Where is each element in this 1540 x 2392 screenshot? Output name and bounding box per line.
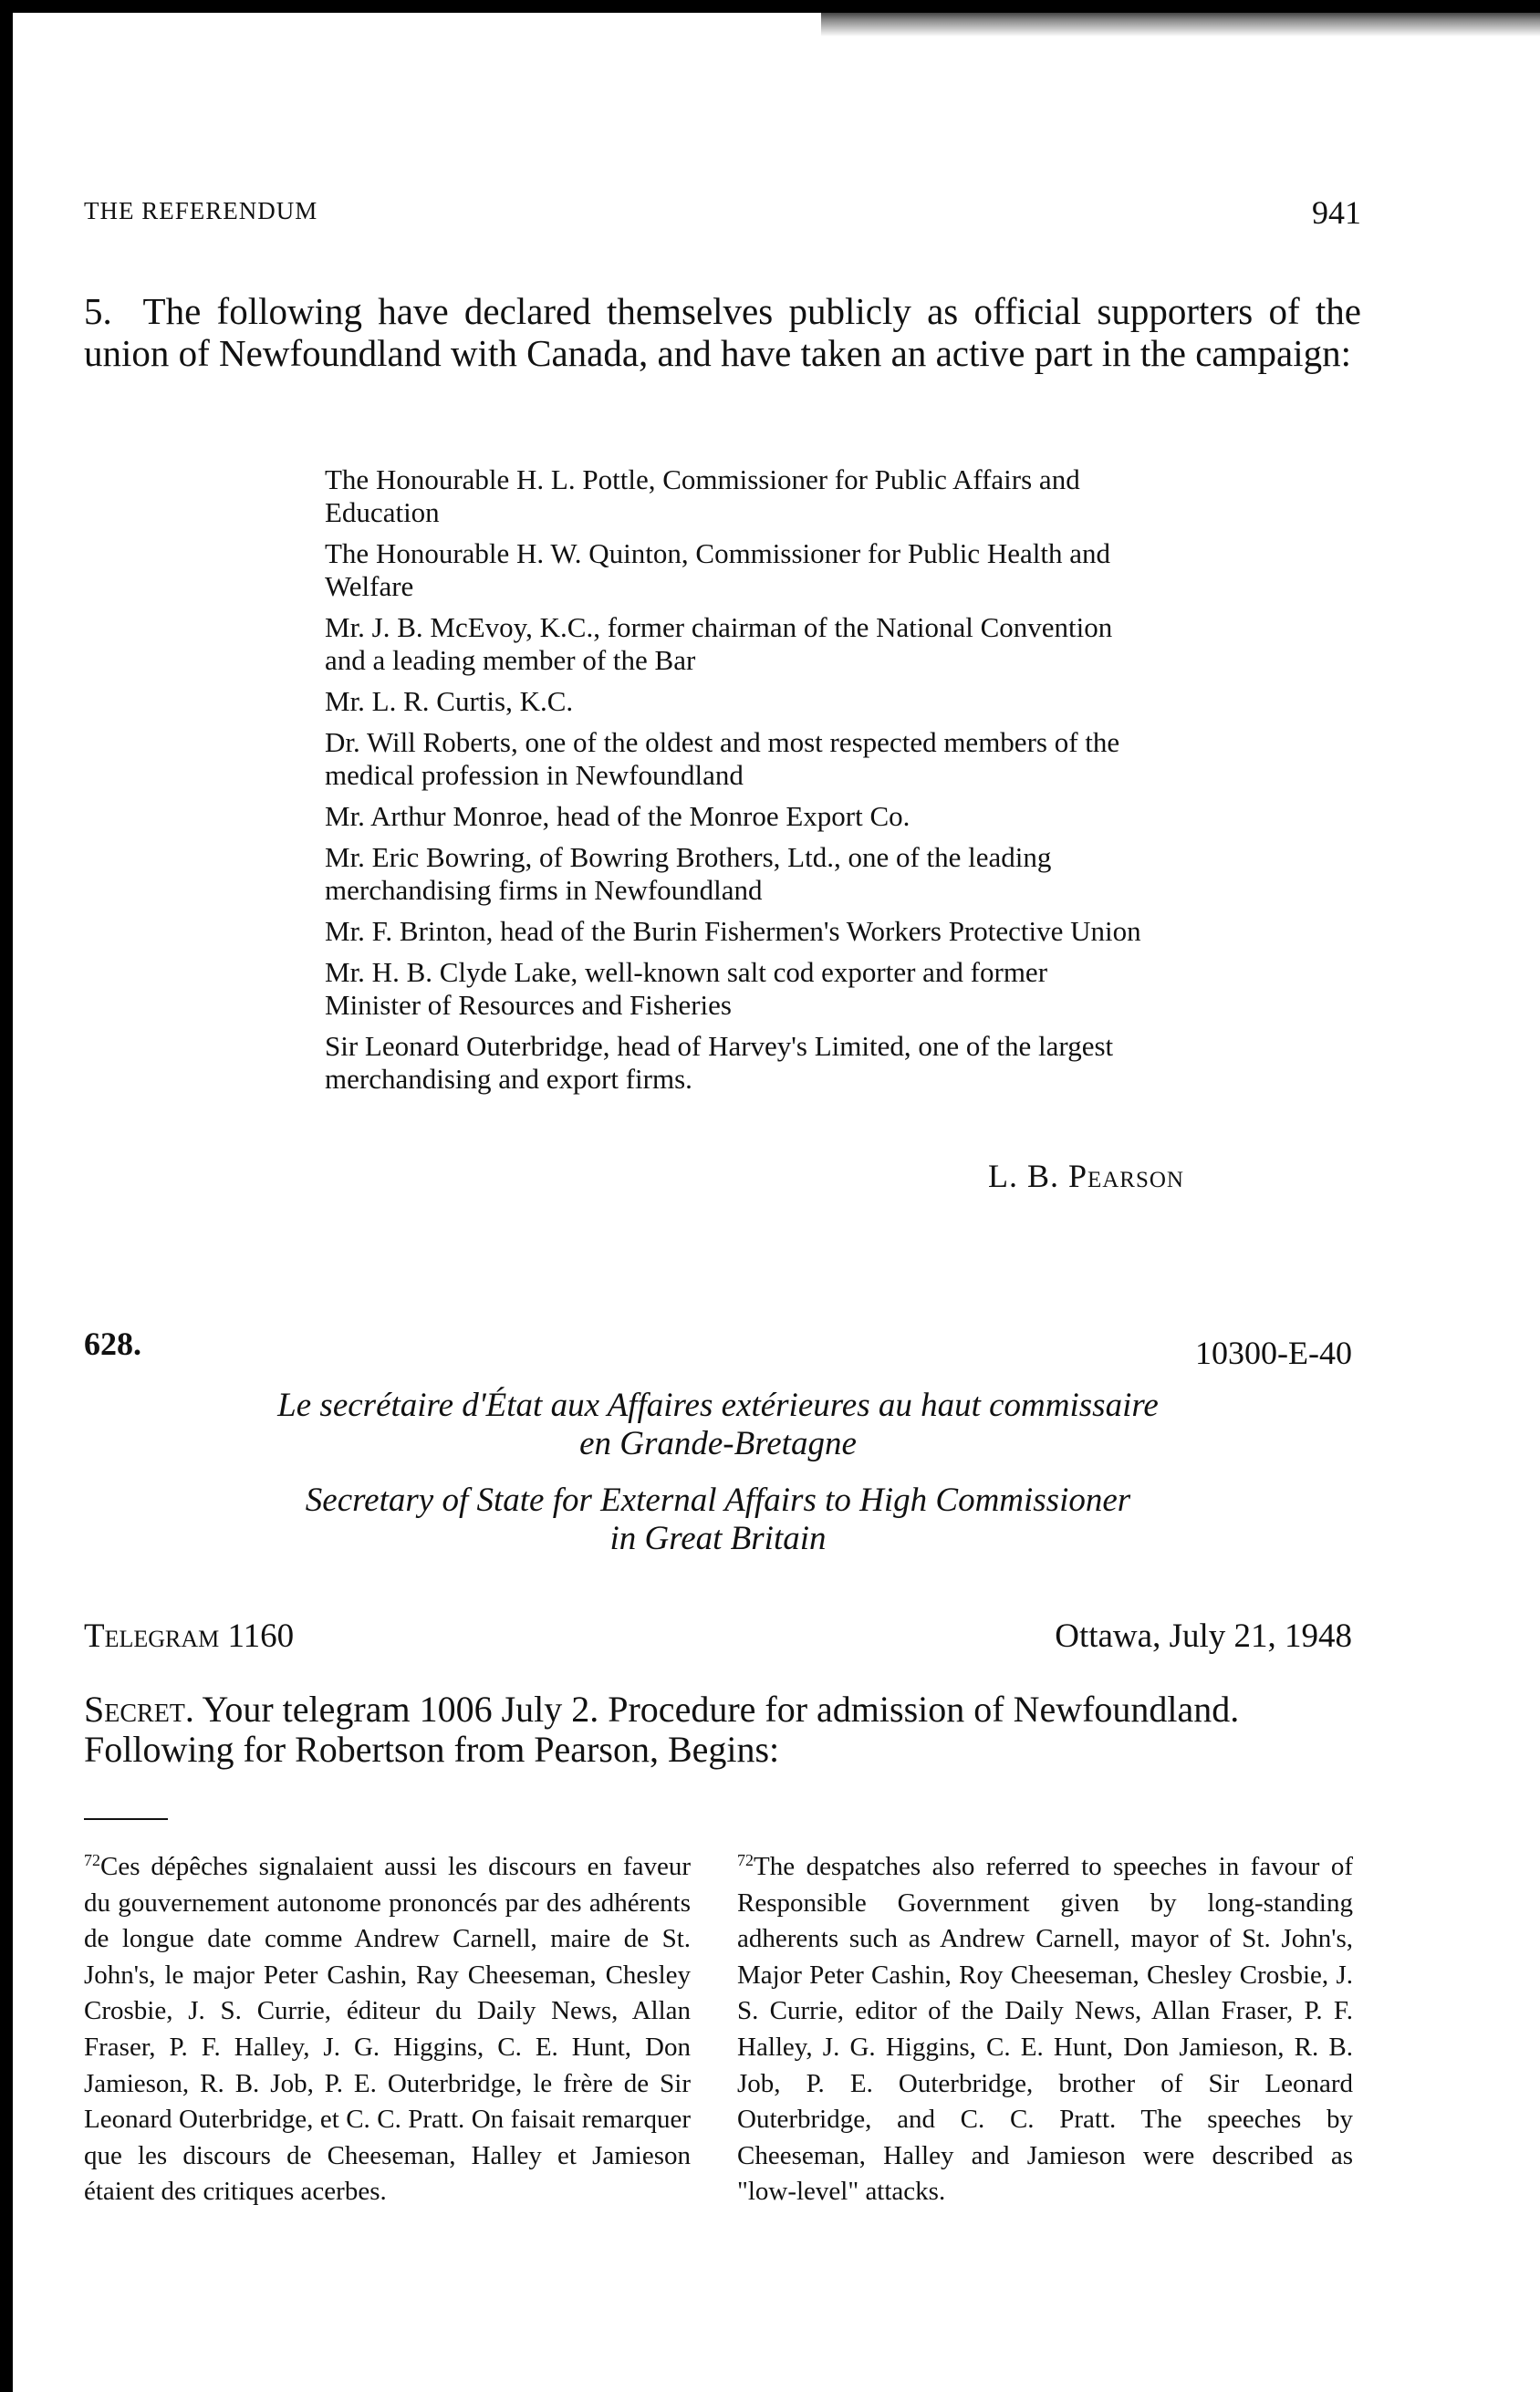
telegram-body (84, 1690, 1361, 1770)
supporter-item: Sir Leonard Outerbridge, head of Harvey's Limited, one of the largest merchandising and export firms. (325, 1030, 1114, 1095)
telegram-line (84, 1617, 1352, 1662)
scan-border-shadow (821, 13, 1540, 36)
supporter-item: Mr. L. R. Curtis, K.C. (325, 685, 574, 717)
footnote-english (737, 1849, 1353, 2210)
running-header (84, 193, 1361, 230)
supporters-list (325, 463, 1146, 1104)
supporter-item: The Honourable H. W. Quinton, Commissioner for Public Health and Welfare (325, 537, 1110, 602)
document-number: 628. (84, 1326, 141, 1362)
footnote-rule (84, 1818, 168, 1820)
document-title (84, 1387, 1352, 1558)
footnote-french-text: Ces dépêches signalaient aussi les discours en faveur du gouvernement autonome prononcés par des adhérents de longue date comme Andrew Carnell, maire de St. John's, le major Peter Cashin, Ray Cheeseman, Chesley Crosbie, J. S. Currie, éditeur du Daily News, Allan Fraser, P. F. Halley, J. G. Higgins, C. E. Hunt, Don Jamieson, R. B. Job, P. E. Outerbridge, le frère de Sir Leonard Outerbridge, et C. C. Pratt. On faisait remarquer que les discours de Cheeseman, Halley et Jamieson étaient des critiques acerbes. (84, 1852, 691, 2207)
supporter-item: Mr. Arthur Monroe, head of the Monroe Export Co. (325, 800, 910, 832)
footnote-french (84, 1849, 691, 2210)
file-number: 10300-E-40 (1195, 1335, 1352, 1371)
supporter-item: Mr. H. B. Clyde Lake, well-known salt cod exporter and former Minister of Resources and Fisheries (325, 956, 1048, 1021)
running-title: THE REFERENDUM (84, 197, 318, 224)
paragraph-number: 5. (84, 290, 112, 332)
title-english: Secretary of State for External Affairs to High Commissioner in Great Britain (305, 1482, 1131, 1557)
body-text: Your telegram 1006 July 2. Procedure for admission of Newfoundland. Following for Robertson from Pearson, Begins: (84, 1689, 1240, 1770)
footnote-marker: 72 (84, 1851, 100, 1869)
supporter-item: Dr. Will Roberts, one of the oldest and most respected members of the medical profession in Newfoundland (325, 726, 1120, 791)
intro-text: The following have declared themselves publicly as official supporters of the union of Newfoundland with Canada, and have taken an active part in the campaign: (84, 290, 1361, 374)
footnote-marker: 72 (737, 1851, 754, 1869)
scan-border-top (0, 0, 1540, 13)
footnote-english-text: The despatches also referred to speeches in favour of Responsible Government given by long-standing adherents such as Andrew Carnell, mayor of St. John's, Major Peter Cashin, Roy Cheeseman, Chesley Crosbie, J. S. Currie, editor of the Daily News, Allan Fraser, P. F. Halley, J. G. Higgins, C. E. Hunt, Don Jamieson, R. B. Job, P. E. Outerbridge, brother of Sir Leonard Outerbridge, and C. C. Pratt. The speeches by Cheeseman, Halley and Jamieson were described as "low-level" attacks. (737, 1852, 1353, 2207)
telegram-number: Telegram 1160 (84, 1617, 295, 1655)
intro-paragraph (84, 290, 1361, 374)
title-french: Le secrétaire d'État aux Affaires extérieures au haut commissaire en Grande-Bretagne (277, 1387, 1159, 1462)
place-date: Ottawa, July 21, 1948 (1055, 1617, 1352, 1655)
supporter-item: Mr. J. B. McEvoy, K.C., former chairman of the National Convention and a leading member of the Bar (325, 611, 1113, 676)
scan-border-left (0, 0, 13, 2392)
supporter-item: Mr. Eric Bowring, of Bowring Brothers, Ltd., one of the leading merchandising firms in Newfoundland (325, 841, 1052, 906)
signature: L. B. Pearson (987, 1158, 1184, 1194)
page-number: 941 (1312, 194, 1361, 231)
supporter-item: Mr. F. Brinton, head of the Burin Fishermen's Workers Protective Union (325, 915, 1141, 947)
supporter-item: The Honourable H. L. Pottle, Commissioner for Public Affairs and Education (325, 463, 1080, 528)
classification-label: Secret. (84, 1689, 194, 1730)
